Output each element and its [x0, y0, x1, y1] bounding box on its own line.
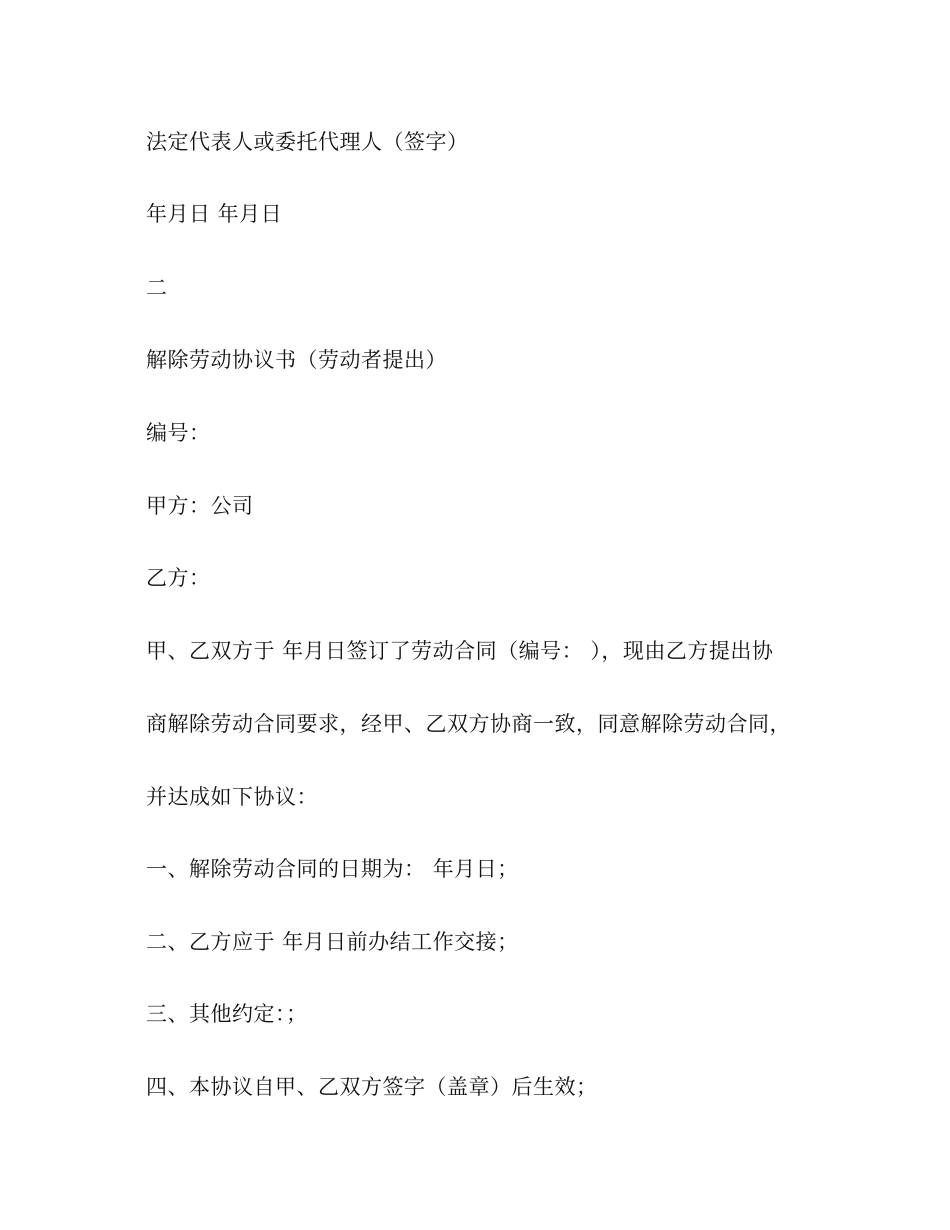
clause-item: 四、本协议自甲、乙双方签字（盖章）后生效； — [146, 1075, 598, 1099]
party-b-line: 乙方： — [146, 566, 211, 590]
date-line: 年月日 年月日 — [146, 202, 283, 226]
clause-item: 三、其他约定：； — [146, 1002, 308, 1026]
document-number-label: 编号： — [146, 421, 211, 445]
body-paragraph-line: 并达成如下协议： — [146, 785, 318, 809]
party-a-line: 甲方：公司 — [146, 494, 254, 518]
clause-item: 二、乙方应于 年月日前办结工作交接； — [146, 930, 519, 954]
signature-line: 法定代表人或委托代理人（签字） — [146, 130, 469, 154]
section-number: 二 — [146, 276, 168, 300]
document-title: 解除劳动协议书（劳动者提出） — [146, 348, 447, 372]
body-paragraph-line: 甲、乙双方于 年月日签订了劳动合同（编号： ），现由乙方提出协 — [146, 639, 774, 663]
body-paragraph-line: 商解除劳动合同要求，经甲、乙双方协商一致，同意解除劳动合同， — [146, 712, 791, 736]
clause-item: 一、解除劳动合同的日期为： 年月日； — [146, 857, 519, 881]
